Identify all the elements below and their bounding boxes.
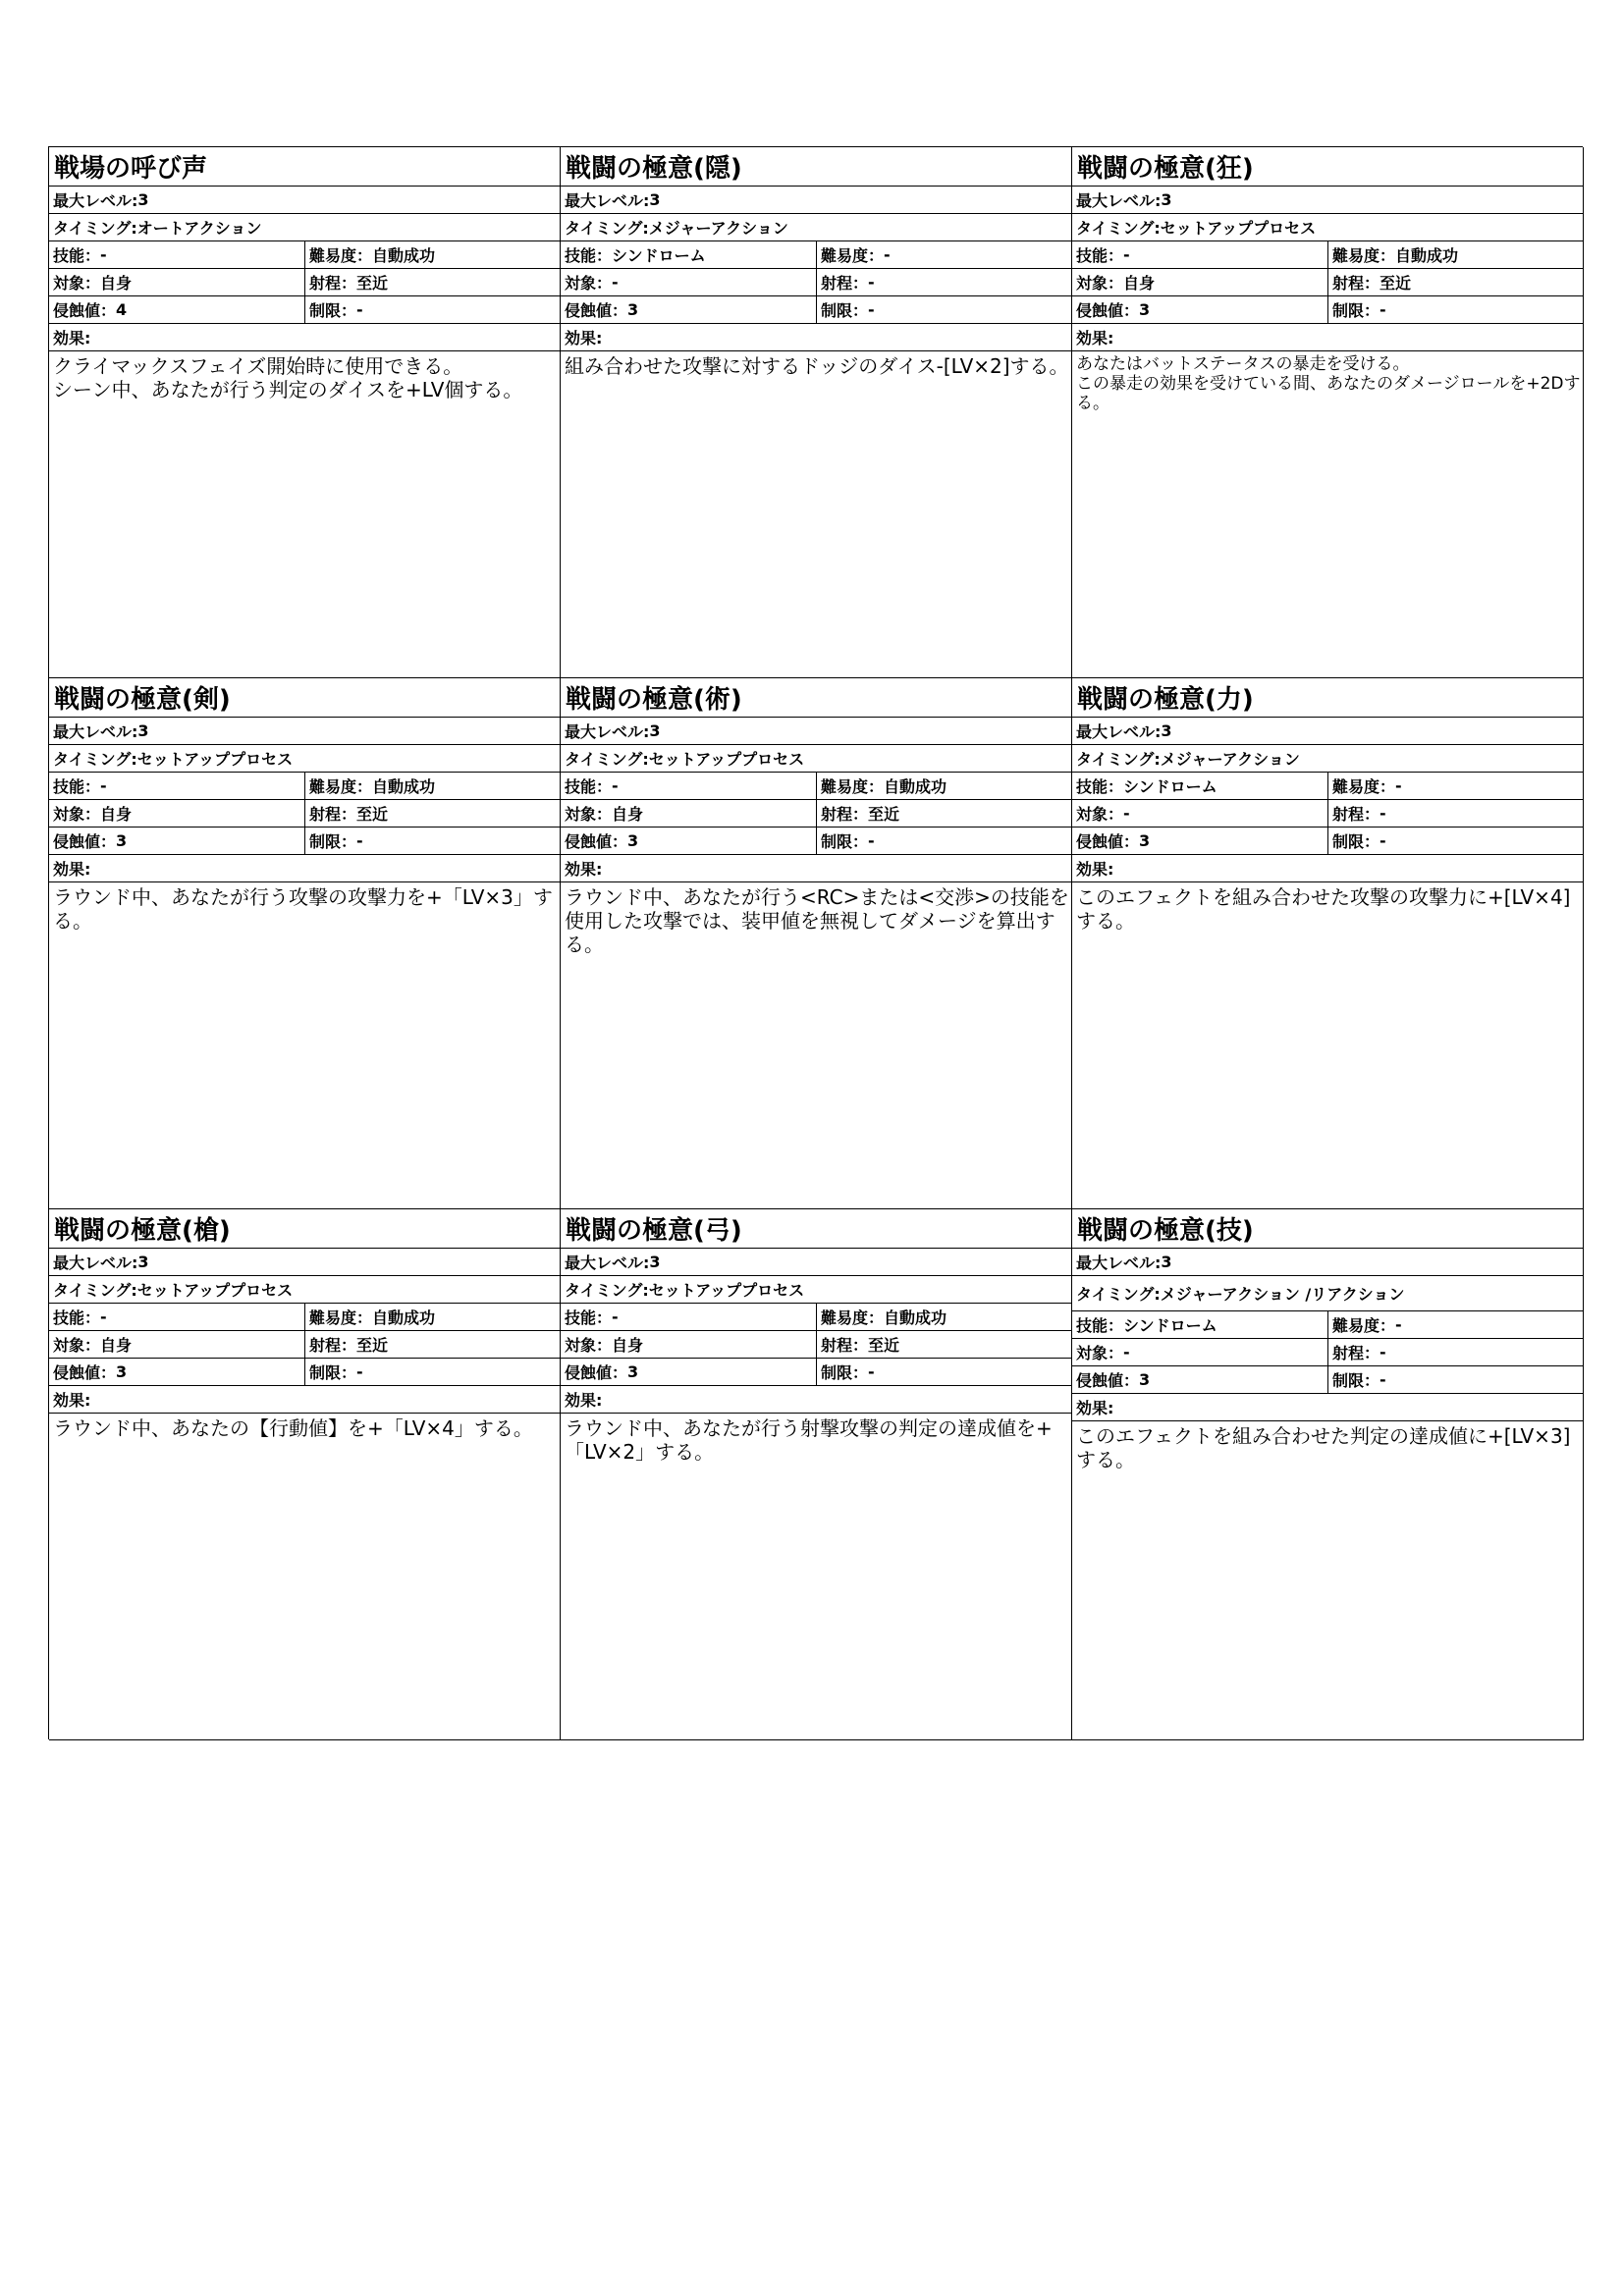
target-value: - — [1123, 1343, 1130, 1362]
max-level-label: 最大レベル: — [565, 191, 650, 210]
erosion-cell — [1072, 296, 1328, 323]
difficulty-label: 難易度： — [821, 777, 885, 796]
timing-row — [1072, 745, 1583, 773]
difficulty-label: 難易度： — [1332, 246, 1396, 265]
range-cell — [817, 269, 1071, 295]
max-level-value: 3 — [649, 190, 661, 209]
max-level-value: 3 — [1161, 1253, 1172, 1271]
restriction-cell — [1328, 296, 1583, 323]
skill-difficulty-row — [1072, 773, 1583, 800]
timing-row — [1072, 1276, 1583, 1311]
target-range-row — [49, 800, 560, 828]
effect-label: 効果: — [1072, 324, 1583, 351]
effect-card-6 — [1072, 678, 1584, 1209]
max-level-row — [1072, 1249, 1583, 1276]
restriction-cell — [817, 296, 1071, 323]
effect-label: 効果: — [1072, 1394, 1583, 1421]
target-range-row — [49, 269, 560, 296]
skill-difficulty-row — [561, 1304, 1071, 1331]
timing-value: セットアッププロセス — [648, 1281, 805, 1300]
max-level-row — [1072, 187, 1583, 214]
timing-label: タイミング: — [565, 750, 649, 769]
range-value: - — [1380, 1343, 1386, 1362]
timing-value: セットアッププロセス — [648, 750, 805, 769]
range-value: 至近 — [868, 1336, 900, 1355]
restriction-value: - — [1380, 831, 1386, 850]
target-cell — [49, 800, 305, 827]
range-value: 至近 — [868, 805, 900, 824]
effect-label: 効果: — [49, 1386, 560, 1414]
erosion-label: 侵蝕値： — [53, 1363, 117, 1382]
skill-label: 技能： — [1076, 246, 1124, 265]
max-level-value: 3 — [1161, 190, 1172, 209]
effect-card-3 — [1072, 147, 1584, 678]
max-level-label: 最大レベル: — [1076, 191, 1162, 210]
skill-label: 技能： — [565, 246, 613, 265]
restriction-cell — [1328, 828, 1583, 854]
timing-label: タイミング: — [1076, 219, 1161, 238]
timing-value: セットアッププロセス — [1160, 219, 1317, 238]
restriction-label: 制限： — [1332, 301, 1380, 320]
skill-difficulty-row — [561, 773, 1071, 800]
restriction-cell — [305, 296, 560, 323]
timing-row — [1072, 214, 1583, 241]
max-level-label: 最大レベル: — [565, 722, 650, 741]
range-cell — [1328, 269, 1583, 295]
timing-label: タイミング: — [565, 1281, 649, 1300]
target-cell — [561, 269, 817, 295]
skill-value: シンドローム — [1123, 1316, 1217, 1335]
restriction-label: 制限： — [821, 832, 869, 851]
target-cell — [1072, 800, 1328, 827]
max-level-label: 最大レベル: — [53, 191, 138, 210]
target-label: 対象： — [565, 805, 613, 824]
skill-value: - — [100, 245, 107, 264]
effect-label: 効果: — [49, 855, 560, 882]
skill-cell — [1072, 773, 1328, 799]
target-value: 自身 — [100, 274, 133, 293]
restriction-value: - — [868, 300, 875, 319]
erosion-cell — [49, 1359, 305, 1385]
erosion-restriction-row — [561, 1359, 1071, 1386]
timing-value: メジャーアクション /リアクション — [1160, 1285, 1405, 1304]
erosion-value: 3 — [116, 831, 128, 850]
range-value: 至近 — [356, 1336, 389, 1355]
erosion-cell — [561, 828, 817, 854]
erosion-restriction-row — [1072, 1366, 1583, 1394]
effect-text: ラウンド中、あなたが行う射撃攻撃の判定の達成値を+「LV×2」する。 — [565, 1416, 1053, 1464]
timing-row — [49, 745, 560, 773]
range-label: 射程： — [309, 274, 357, 293]
restriction-value: - — [356, 300, 363, 319]
effect-card-8 — [561, 1209, 1072, 1740]
max-level-row — [49, 187, 560, 214]
erosion-label: 侵蝕値： — [53, 301, 117, 320]
difficulty-cell — [1328, 1311, 1583, 1338]
erosion-restriction-row — [561, 296, 1071, 324]
effect-card-1 — [49, 147, 561, 678]
effect-text: ラウンド中、あなたの【行動値】を+「LV×4」する。 — [53, 1416, 533, 1440]
effect-name: 戦闘の極意(槍) — [49, 1209, 560, 1249]
difficulty-value: 自動成功 — [372, 246, 436, 265]
timing-row — [561, 1276, 1071, 1304]
effect-name: 戦闘の極意(術) — [561, 678, 1071, 718]
timing-value: メジャーアクション — [1160, 750, 1300, 769]
max-level-label: 最大レベル: — [565, 1254, 650, 1272]
difficulty-cell — [1328, 773, 1583, 799]
max-level-row — [49, 718, 560, 745]
erosion-label: 侵蝕値： — [1076, 1371, 1140, 1390]
restriction-value: - — [868, 831, 875, 850]
erosion-restriction-row — [1072, 828, 1583, 855]
skill-value: - — [100, 1308, 107, 1326]
restriction-cell — [817, 1359, 1071, 1385]
skill-cell — [561, 241, 817, 268]
skill-label: 技能： — [565, 1308, 613, 1327]
difficulty-value: 自動成功 — [884, 777, 947, 796]
difficulty-cell — [305, 773, 560, 799]
difficulty-cell — [305, 1304, 560, 1330]
timing-row — [561, 214, 1071, 241]
difficulty-label: 難易度： — [309, 246, 373, 265]
skill-value: - — [1123, 245, 1130, 264]
erosion-label: 侵蝕値： — [565, 301, 628, 320]
range-label: 射程： — [1332, 1344, 1380, 1362]
range-cell — [817, 800, 1071, 827]
range-value: 至近 — [356, 805, 389, 824]
skill-label: 技能： — [1076, 777, 1124, 796]
range-cell — [305, 1331, 560, 1358]
target-value: 自身 — [612, 1336, 644, 1355]
skill-value: - — [612, 1308, 619, 1326]
effect-name: 戦闘の極意(剣) — [49, 678, 560, 718]
difficulty-value: - — [884, 245, 891, 264]
timing-label: タイミング: — [1076, 1285, 1161, 1304]
erosion-cell — [561, 1359, 817, 1385]
erosion-value: 3 — [627, 300, 639, 319]
max-level-value: 3 — [1161, 721, 1172, 740]
skill-cell — [561, 1304, 817, 1330]
effect-text: クライマックスフェイズ開始時に使用できる。 シーン中、あなたが行う判定のダイスを+LV個する。 — [53, 354, 523, 401]
erosion-label: 侵蝕値： — [53, 832, 117, 851]
range-cell — [305, 269, 560, 295]
effect-name: 戦闘の極意(技) — [1072, 1209, 1583, 1249]
timing-label: タイミング: — [53, 750, 137, 769]
restriction-value: - — [1380, 300, 1386, 319]
timing-value: メジャーアクション — [648, 219, 788, 238]
difficulty-value: - — [1395, 776, 1402, 795]
effect-text: ラウンド中、あなたが行う<RC>または<交渉>の技能を使用した攻撃では、装甲値を無視してダメージを算出する。 — [565, 885, 1069, 956]
skill-cell — [561, 773, 817, 799]
effect-label: 効果: — [49, 324, 560, 351]
effect-card-7 — [49, 1209, 561, 1740]
difficulty-cell — [817, 773, 1071, 799]
skill-difficulty-row — [1072, 241, 1583, 269]
effect-label: 効果: — [561, 324, 1071, 351]
max-level-label: 最大レベル: — [1076, 1254, 1162, 1272]
timing-label: タイミング: — [53, 1281, 137, 1300]
target-value: 自身 — [100, 805, 133, 824]
target-label: 対象： — [53, 1336, 101, 1355]
erosion-value: 3 — [1139, 1370, 1151, 1389]
skill-value: シンドローム — [1123, 777, 1217, 796]
timing-label: タイミング: — [1076, 750, 1161, 769]
erosion-cell — [49, 296, 305, 323]
skill-label: 技能： — [53, 1308, 101, 1327]
target-label: 対象： — [565, 1336, 613, 1355]
timing-row — [49, 214, 560, 241]
target-range-row — [1072, 1339, 1583, 1366]
timing-row — [561, 745, 1071, 773]
erosion-value: 3 — [627, 831, 639, 850]
max-level-row — [561, 718, 1071, 745]
target-cell — [561, 800, 817, 827]
timing-value: セットアッププロセス — [136, 750, 294, 769]
restriction-label: 制限： — [821, 301, 869, 320]
effect-label: 効果: — [561, 855, 1071, 882]
target-range-row — [1072, 269, 1583, 296]
skill-difficulty-row — [49, 241, 560, 269]
restriction-value: - — [868, 1362, 875, 1381]
timing-row — [49, 1276, 560, 1304]
erosion-value: 3 — [1139, 831, 1151, 850]
skill-value: - — [612, 776, 619, 795]
max-level-label: 最大レベル: — [53, 1254, 138, 1272]
effect-name: 戦闘の極意(力) — [1072, 678, 1583, 718]
timing-label: タイミング: — [565, 219, 649, 238]
skill-label: 技能： — [53, 777, 101, 796]
target-cell — [49, 269, 305, 295]
target-value: 自身 — [100, 1336, 133, 1355]
target-value: - — [1123, 804, 1130, 823]
target-cell — [1072, 269, 1328, 295]
effect-card-9 — [1072, 1209, 1584, 1740]
difficulty-label: 難易度： — [309, 777, 373, 796]
erosion-restriction-row — [561, 828, 1071, 855]
target-range-row — [561, 269, 1071, 296]
target-range-row — [561, 800, 1071, 828]
restriction-cell — [817, 828, 1071, 854]
erosion-label: 侵蝕値： — [1076, 301, 1140, 320]
erosion-value: 3 — [627, 1362, 639, 1381]
effect-name: 戦闘の極意(隠) — [561, 147, 1071, 187]
target-label: 対象： — [1076, 274, 1124, 293]
max-level-value: 3 — [649, 1253, 661, 1271]
difficulty-value: 自動成功 — [884, 1308, 947, 1327]
effect-card-2 — [561, 147, 1072, 678]
difficulty-value: 自動成功 — [1395, 246, 1459, 265]
range-cell — [817, 1331, 1071, 1358]
range-label: 射程： — [309, 805, 357, 824]
target-range-row — [561, 1331, 1071, 1359]
skill-difficulty-row — [49, 1304, 560, 1331]
restriction-label: 制限： — [1332, 832, 1380, 851]
restriction-label: 制限： — [309, 832, 357, 851]
skill-cell — [49, 1304, 305, 1330]
effect-text: このエフェクトを組み合わせた攻撃の攻撃力に+[LV×4]する。 — [1076, 885, 1571, 933]
target-value: - — [612, 273, 619, 292]
skill-difficulty-row — [1072, 1311, 1583, 1339]
difficulty-cell — [817, 1304, 1071, 1330]
difficulty-label: 難易度： — [1332, 777, 1396, 796]
erosion-label: 侵蝕値： — [565, 1363, 628, 1382]
effect-text: このエフェクトを組み合わせた判定の達成値に+[LV×3]する。 — [1076, 1424, 1571, 1471]
range-label: 射程： — [821, 1336, 869, 1355]
erosion-cell — [1072, 828, 1328, 854]
target-label: 対象： — [53, 274, 101, 293]
skill-value: シンドローム — [612, 246, 706, 265]
difficulty-cell — [817, 241, 1071, 268]
erosion-label: 侵蝕値： — [1076, 832, 1140, 851]
effect-card-sheet — [48, 146, 1583, 1739]
difficulty-cell — [305, 241, 560, 268]
erosion-value: 4 — [116, 300, 128, 319]
restriction-label: 制限： — [309, 1363, 357, 1382]
target-range-row — [49, 1331, 560, 1359]
range-value: - — [1380, 804, 1386, 823]
difficulty-label: 難易度： — [309, 1308, 373, 1327]
range-label: 射程： — [821, 274, 869, 293]
erosion-value: 3 — [116, 1362, 128, 1381]
difficulty-value: 自動成功 — [372, 1308, 436, 1327]
erosion-value: 3 — [1139, 300, 1151, 319]
target-label: 対象： — [1076, 805, 1124, 824]
effect-name: 戦闘の極意(狂) — [1072, 147, 1583, 187]
restriction-value: - — [356, 1362, 363, 1381]
range-cell — [1328, 800, 1583, 827]
restriction-label: 制限： — [1332, 1371, 1380, 1390]
target-cell — [1072, 1339, 1328, 1365]
erosion-cell — [1072, 1366, 1328, 1393]
skill-label: 技能： — [565, 777, 613, 796]
erosion-restriction-row — [49, 828, 560, 855]
restriction-cell — [305, 828, 560, 854]
skill-value: - — [100, 776, 107, 795]
skill-cell — [1072, 241, 1328, 268]
erosion-restriction-row — [49, 296, 560, 324]
restriction-value: - — [356, 831, 363, 850]
target-value: 自身 — [1123, 274, 1156, 293]
timing-value: オートアクション — [136, 219, 262, 238]
max-level-row — [49, 1249, 560, 1276]
difficulty-value: - — [1395, 1315, 1402, 1334]
restriction-label: 制限： — [309, 301, 357, 320]
target-label: 対象： — [1076, 1344, 1124, 1362]
effect-text: ラウンド中、あなたが行う攻撃の攻撃力を+「LV×3」する。 — [53, 885, 553, 933]
skill-difficulty-row — [49, 773, 560, 800]
erosion-cell — [561, 296, 817, 323]
timing-value: セットアッププロセス — [136, 1281, 294, 1300]
effect-card-4 — [49, 678, 561, 1209]
skill-label: 技能： — [1076, 1316, 1124, 1335]
difficulty-value: 自動成功 — [372, 777, 436, 796]
target-label: 対象： — [565, 274, 613, 293]
restriction-label: 制限： — [821, 1363, 869, 1382]
range-value: 至近 — [1380, 274, 1412, 293]
max-level-value: 3 — [649, 721, 661, 740]
range-value: - — [868, 273, 875, 292]
skill-cell — [49, 773, 305, 799]
max-level-value: 3 — [137, 1253, 149, 1271]
range-label: 射程： — [821, 805, 869, 824]
max-level-value: 3 — [137, 721, 149, 740]
skill-cell — [49, 241, 305, 268]
range-label: 射程： — [1332, 274, 1380, 293]
target-cell — [561, 1331, 817, 1358]
difficulty-label: 難易度： — [1332, 1316, 1396, 1335]
max-level-label: 最大レベル: — [1076, 722, 1162, 741]
difficulty-label: 難易度： — [821, 246, 885, 265]
erosion-cell — [49, 828, 305, 854]
effect-label: 効果: — [1072, 855, 1583, 882]
range-label: 射程： — [309, 1336, 357, 1355]
difficulty-cell — [1328, 241, 1583, 268]
max-level-label: 最大レベル: — [53, 722, 138, 741]
effect-name: 戦闘の極意(弓) — [561, 1209, 1071, 1249]
difficulty-label: 難易度： — [821, 1308, 885, 1327]
target-label: 対象： — [53, 805, 101, 824]
range-cell — [305, 800, 560, 827]
effect-name: 戦場の呼び声 — [49, 147, 560, 187]
restriction-cell — [305, 1359, 560, 1385]
effect-card-5 — [561, 678, 1072, 1209]
range-cell — [1328, 1339, 1583, 1365]
skill-cell — [1072, 1311, 1328, 1338]
target-range-row — [1072, 800, 1583, 828]
erosion-restriction-row — [1072, 296, 1583, 324]
effect-text: 組み合わせた攻撃に対するドッジのダイス-[LV×2]する。 — [565, 354, 1069, 378]
skill-label: 技能： — [53, 246, 101, 265]
max-level-row — [561, 187, 1071, 214]
skill-difficulty-row — [561, 241, 1071, 269]
target-cell — [49, 1331, 305, 1358]
max-level-row — [561, 1249, 1071, 1276]
timing-label: タイミング: — [53, 219, 137, 238]
erosion-label: 侵蝕値： — [565, 832, 628, 851]
target-value: 自身 — [612, 805, 644, 824]
erosion-restriction-row — [49, 1359, 560, 1386]
max-level-row — [1072, 718, 1583, 745]
restriction-value: - — [1380, 1370, 1386, 1389]
effect-text: あなたはバットステータスの暴走を受ける。 この暴走の効果を受けている間、あなたのダメージロールを+2Dする。 — [1076, 354, 1581, 413]
effect-label: 効果: — [561, 1386, 1071, 1414]
range-label: 射程： — [1332, 805, 1380, 824]
max-level-value: 3 — [137, 190, 149, 209]
range-value: 至近 — [356, 274, 389, 293]
restriction-cell — [1328, 1366, 1583, 1393]
